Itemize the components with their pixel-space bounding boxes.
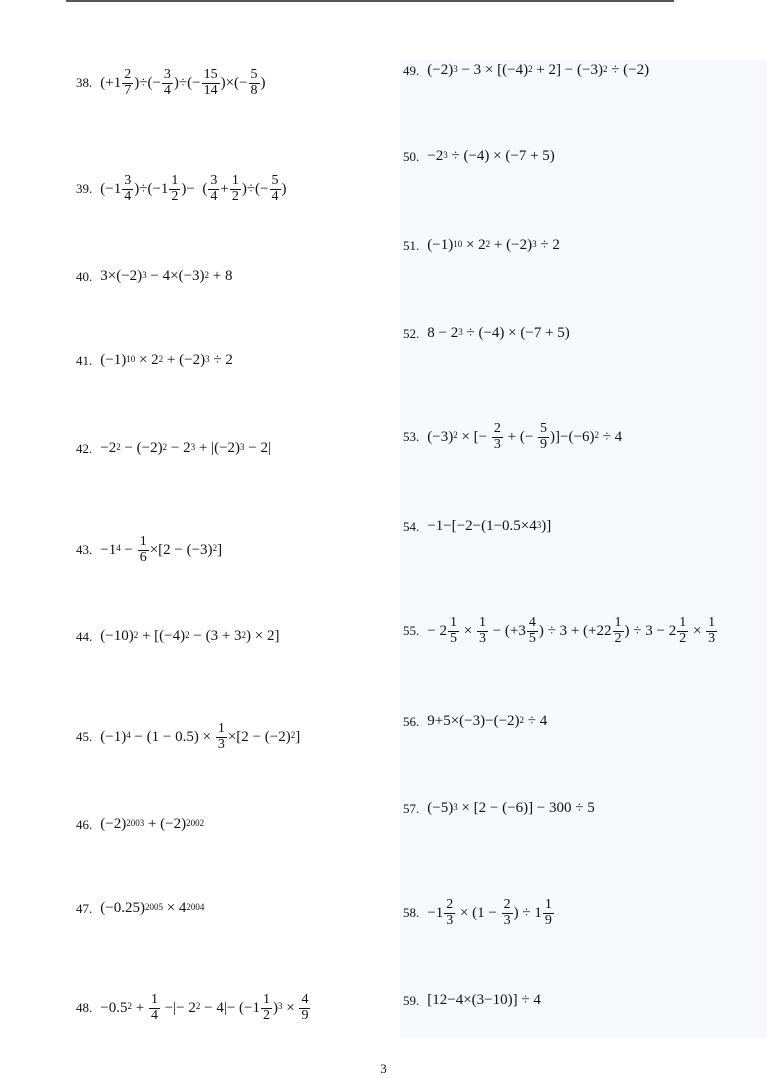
expr-text: + (− <box>503 428 538 445</box>
exponent: 3 <box>532 238 537 249</box>
exponent: 4 <box>126 730 131 741</box>
expr-text: 8 − 2 <box>427 325 459 341</box>
expr-text: + (−2) <box>163 352 206 368</box>
fraction <box>122 174 133 204</box>
problem-expression <box>100 268 232 285</box>
fraction <box>527 616 538 646</box>
page-shading <box>400 60 767 1038</box>
problem-43 <box>76 535 222 565</box>
exponent: 3 <box>278 1001 283 1012</box>
expr-text: (−1 <box>100 180 122 197</box>
expr-text: ×[2 − (−2) <box>227 728 291 745</box>
problem-expression <box>427 148 555 165</box>
expr-text: × (1 − <box>456 904 501 921</box>
problem-55 <box>403 616 718 646</box>
exponent: 3 <box>240 441 245 452</box>
expr-text: − (+3 <box>488 622 526 639</box>
exponent: 4 <box>116 543 121 554</box>
expr-text: × [2 − (−6)] − 300 ÷ 5 <box>457 800 595 816</box>
fraction <box>208 174 219 204</box>
expr-text: ) ÷ 1 <box>513 904 542 921</box>
fraction-numerator: 2 <box>503 897 511 912</box>
fraction-numerator: 4 <box>301 992 309 1007</box>
problem-expression <box>100 440 271 457</box>
fraction <box>162 68 173 98</box>
expr-text: ) × 2] <box>246 628 280 644</box>
exponent: 3 <box>453 63 458 74</box>
fraction <box>706 616 717 646</box>
problem-expression <box>427 898 555 928</box>
exponent: 2 <box>290 730 296 741</box>
fraction-denominator: 3 <box>708 630 716 646</box>
exponent: 3 <box>458 326 463 337</box>
problem-number: 57. <box>403 800 420 816</box>
fraction <box>299 993 310 1023</box>
problem-42 <box>76 440 271 457</box>
exponent: 2 <box>204 269 210 280</box>
expr-text: ÷ (−4) × (−7 + 5) <box>462 325 570 341</box>
expr-text: − 2| <box>244 440 271 456</box>
expr-text: − 2 <box>427 622 447 639</box>
problem-expression <box>100 352 233 369</box>
exponent: 2002 <box>186 817 205 828</box>
fraction <box>538 422 549 452</box>
fraction-denominator: 6 <box>139 549 147 565</box>
exponent: 2 <box>519 714 525 725</box>
fraction <box>216 722 227 752</box>
fraction-denominator: 2 <box>614 630 622 646</box>
expr-text: + (−2) <box>144 816 187 832</box>
fraction-denominator: 2 <box>679 630 687 646</box>
problem-expression <box>100 900 204 917</box>
expr-text: − 4×(−3) <box>146 268 205 284</box>
exponent: 3 <box>453 801 458 812</box>
expr-text: (−2) <box>100 816 127 832</box>
fraction-numerator: 1 <box>679 615 687 630</box>
expr-text: )− ( <box>181 180 208 197</box>
fraction-denominator: 4 <box>271 188 279 204</box>
fraction-denominator: 4 <box>210 188 218 204</box>
expr-text: − <box>120 541 137 558</box>
expr-text: ) <box>260 74 266 91</box>
expr-text: )×(− <box>220 74 248 91</box>
expr-text: × 4 <box>162 900 187 916</box>
expr-text: × [− <box>457 428 491 445</box>
exponent: 2005 <box>144 901 163 912</box>
expr-text: ) ÷ 3 + (+22 <box>538 622 612 639</box>
fraction-denominator: 9 <box>540 436 548 452</box>
fraction <box>169 174 180 204</box>
problem-number: 39. <box>76 181 93 197</box>
expr-text: × 2 <box>135 352 159 368</box>
problem-39 <box>76 174 287 204</box>
expr-text: (−1) <box>100 728 127 745</box>
fraction <box>261 993 272 1023</box>
fraction <box>543 898 554 928</box>
expr-text: (−1) <box>100 352 127 368</box>
problem-expression <box>100 816 204 833</box>
fraction <box>492 422 503 452</box>
expr-text: × <box>282 999 299 1016</box>
problem-expression <box>427 422 622 452</box>
fraction <box>202 68 220 98</box>
problem-40 <box>76 268 233 285</box>
fraction-numerator: 4 <box>528 615 536 630</box>
problem-52 <box>403 325 570 342</box>
problem-expression <box>427 992 541 1009</box>
problem-expression <box>100 174 286 204</box>
exponent: 2 <box>127 1001 132 1012</box>
expr-text: ] <box>217 541 223 558</box>
problem-number: 40. <box>76 268 93 284</box>
exponent: 2 <box>158 353 164 364</box>
problem-number: 58. <box>403 905 420 921</box>
expr-text: 3×(−2) <box>100 268 143 284</box>
fraction-denominator: 3 <box>503 912 511 928</box>
fraction-numerator: 1 <box>478 615 486 630</box>
exponent: 10 <box>453 238 463 249</box>
expr-text: )÷(− <box>134 74 161 91</box>
fraction-denominator: 2 <box>231 188 239 204</box>
expr-text: × <box>689 622 706 639</box>
fraction-denominator: 9 <box>544 912 552 928</box>
expr-text: (−5) <box>427 800 454 816</box>
problem-number: 48. <box>76 1000 93 1016</box>
fraction-numerator: 1 <box>263 992 270 1007</box>
problem-number: 50. <box>403 148 420 164</box>
exponent: 2 <box>133 629 139 640</box>
problem-expression <box>427 62 649 79</box>
fraction-numerator: 1 <box>231 173 239 188</box>
expr-text: (−1) <box>427 237 454 253</box>
exponent: 3 <box>536 519 542 530</box>
fraction-numerator: 1 <box>544 897 552 912</box>
fraction <box>613 616 624 646</box>
fraction-denominator: 14 <box>203 82 218 98</box>
expr-text: )÷(−1 <box>134 180 169 197</box>
expr-text: + [(−4) <box>138 628 186 644</box>
problem-number: 49. <box>403 62 420 78</box>
fraction-denominator: 8 <box>250 82 258 98</box>
expr-text: − (−2) <box>120 440 163 456</box>
expr-text: (+1 <box>100 74 122 91</box>
fraction <box>502 898 513 928</box>
expr-text: ÷ 2 <box>536 237 560 253</box>
problem-38 <box>76 68 266 98</box>
exponent: 3 <box>205 353 210 364</box>
fraction-numerator: 3 <box>124 173 132 188</box>
expr-text: + <box>220 180 229 197</box>
expr-text: −2 <box>100 440 117 456</box>
expr-text: + 2] − (−3) <box>532 62 603 78</box>
fraction-denominator: 7 <box>124 82 132 98</box>
expr-text: × 2 <box>462 237 486 253</box>
fraction-numerator: 5 <box>540 421 548 436</box>
exponent: 3 <box>190 441 196 452</box>
fraction <box>448 616 459 646</box>
fraction <box>138 535 149 565</box>
problem-number: 44. <box>76 628 93 644</box>
problem-number: 46. <box>76 816 93 832</box>
fraction-denominator: 3 <box>446 912 454 928</box>
problem-expression <box>100 722 300 752</box>
fraction-numerator: 1 <box>449 615 457 630</box>
expr-text: (−10) <box>100 628 134 644</box>
expr-text: 9+5×(−3)−(−2) <box>427 713 520 729</box>
problem-57 <box>403 800 595 817</box>
expr-text: ×[2 − (−3) <box>149 541 213 558</box>
problem-number: 51. <box>403 237 420 253</box>
exponent: 2 <box>162 441 168 452</box>
problem-50 <box>403 148 555 165</box>
exponent: 2 <box>485 238 491 249</box>
expr-text: ÷ (−4) × (−7 + 5) <box>447 148 555 164</box>
problem-number: 38. <box>76 75 93 91</box>
fraction-numerator: 2 <box>493 421 501 436</box>
problem-58 <box>403 898 555 928</box>
fraction-numerator: 2 <box>124 67 132 82</box>
expr-text: ) <box>273 999 278 1016</box>
fraction-numerator: 1 <box>708 615 716 630</box>
expr-text: −1 <box>427 904 444 921</box>
exponent: 3 <box>443 149 448 160</box>
problem-48 <box>76 993 311 1023</box>
exponent: 2 <box>195 1001 201 1012</box>
exponent: 2 <box>185 629 190 640</box>
problem-expression <box>427 713 547 730</box>
expr-text: )÷(− <box>241 180 269 197</box>
problem-expression <box>100 535 222 565</box>
problem-expression <box>100 68 265 98</box>
expr-text: [12−4×(3−10)] ÷ 4 <box>427 992 541 1008</box>
fraction-denominator: 4 <box>150 1007 158 1023</box>
expr-text: −0.5 <box>100 999 128 1016</box>
problem-56 <box>403 713 547 730</box>
problem-number: 56. <box>403 713 420 729</box>
fraction-numerator: 5 <box>250 67 258 82</box>
expr-text: + |(−2) <box>195 440 241 456</box>
fraction <box>249 68 260 98</box>
problem-expression <box>427 800 595 817</box>
expr-text: ÷ 2 <box>209 352 233 368</box>
fraction <box>149 993 160 1023</box>
fraction-numerator: 3 <box>163 67 171 82</box>
fraction <box>270 174 281 204</box>
problem-46 <box>76 816 204 833</box>
problem-expression <box>427 518 551 535</box>
problem-number: 45. <box>76 729 93 745</box>
problem-45 <box>76 722 300 752</box>
fraction-numerator: 2 <box>446 897 454 912</box>
expr-text: )] <box>541 518 552 534</box>
fraction-denominator: 3 <box>478 630 486 646</box>
fraction-denominator: 2 <box>263 1007 270 1023</box>
problem-41 <box>76 352 233 369</box>
exponent: 2 <box>241 629 247 640</box>
fraction-denominator: 3 <box>217 736 225 752</box>
expr-text: ) ÷ 3 − 2 <box>624 622 677 639</box>
problem-expression <box>427 237 560 254</box>
expr-text: − 4|− (−1 <box>200 999 260 1016</box>
problem-44 <box>76 628 279 645</box>
exponent: 10 <box>126 353 136 364</box>
problem-number: 43. <box>76 542 93 558</box>
problem-expression <box>100 993 311 1023</box>
fraction-numerator: 5 <box>271 173 279 188</box>
expr-text: −2 <box>427 148 444 164</box>
expr-text: ÷ (−2) <box>607 62 650 78</box>
expr-text: + 8 <box>209 268 233 284</box>
exponent: 2 <box>212 543 218 554</box>
problem-54 <box>403 518 551 535</box>
problem-expression <box>427 325 570 342</box>
problem-expression <box>427 616 718 646</box>
expr-text: (−0.25) <box>100 900 145 916</box>
fraction-numerator: 1 <box>150 992 158 1007</box>
problem-number: 47. <box>76 900 93 916</box>
fraction-numerator: 3 <box>210 173 218 188</box>
fraction <box>677 616 688 646</box>
exponent: 2 <box>453 430 458 441</box>
expr-text: − (1 − 0.5) × <box>130 728 215 745</box>
fraction-numerator: 15 <box>203 67 218 82</box>
expr-text: (−3) <box>427 428 454 445</box>
problem-53 <box>403 422 622 452</box>
fraction-denominator: 5 <box>449 630 457 646</box>
problem-number: 54. <box>403 518 420 534</box>
problem-number: 42. <box>76 440 93 456</box>
exponent: 2003 <box>126 817 145 828</box>
problem-51 <box>403 237 560 254</box>
fraction-denominator: 4 <box>163 82 171 98</box>
expr-text: −1−[−2−(1−0.5×4 <box>427 518 537 534</box>
expr-text: ÷ 4 <box>598 428 623 445</box>
problem-number: 55. <box>403 623 420 639</box>
expr-text: − 3 × [(−4) <box>457 62 529 78</box>
problem-number: 41. <box>76 352 93 368</box>
problem-number: 59. <box>403 992 420 1008</box>
expr-text: × <box>459 622 476 639</box>
fraction <box>477 616 488 646</box>
exponent: 2 <box>594 430 599 441</box>
expr-text: ) <box>281 180 287 197</box>
expr-text: − (3 + 3 <box>189 628 242 644</box>
fraction-denominator: 2 <box>171 188 179 204</box>
expr-text: ÷ 4 <box>524 713 548 729</box>
expr-text: −|− 2 <box>160 999 196 1016</box>
expr-text: ] <box>295 728 301 745</box>
problem-59 <box>403 992 541 1009</box>
fraction-denominator: 4 <box>124 188 132 204</box>
problem-49 <box>403 62 649 79</box>
fraction-numerator: 1 <box>614 615 622 630</box>
expr-text: −1 <box>100 541 117 558</box>
expr-text: + <box>131 999 148 1016</box>
fraction-numerator: 1 <box>171 173 179 188</box>
problem-number: 53. <box>403 429 420 445</box>
problem-47 <box>76 900 204 917</box>
exponent: 2 <box>528 63 533 74</box>
exponent: 2 <box>116 441 121 452</box>
fraction-numerator: 1 <box>217 721 225 736</box>
expr-text: + (−2) <box>490 237 533 253</box>
exponent: 2 <box>602 63 608 74</box>
problem-expression <box>100 628 279 645</box>
page-number: 3 <box>380 1061 387 1076</box>
fraction <box>444 898 455 928</box>
fraction-denominator: 3 <box>493 436 501 452</box>
fraction <box>230 174 241 204</box>
expr-text: (−2) <box>427 62 454 78</box>
problem-number: 52. <box>403 325 420 341</box>
expr-text: )÷(− <box>173 74 201 91</box>
expr-text: − 2 <box>167 440 191 456</box>
expr-text: )]−(−6) <box>550 428 595 445</box>
fraction-denominator: 5 <box>528 630 536 646</box>
exponent: 3 <box>142 269 147 280</box>
exponent: 2004 <box>186 901 205 912</box>
fraction <box>122 68 133 98</box>
fraction-numerator: 1 <box>139 534 147 549</box>
top-rule <box>66 0 674 2</box>
fraction-denominator: 9 <box>301 1007 309 1023</box>
